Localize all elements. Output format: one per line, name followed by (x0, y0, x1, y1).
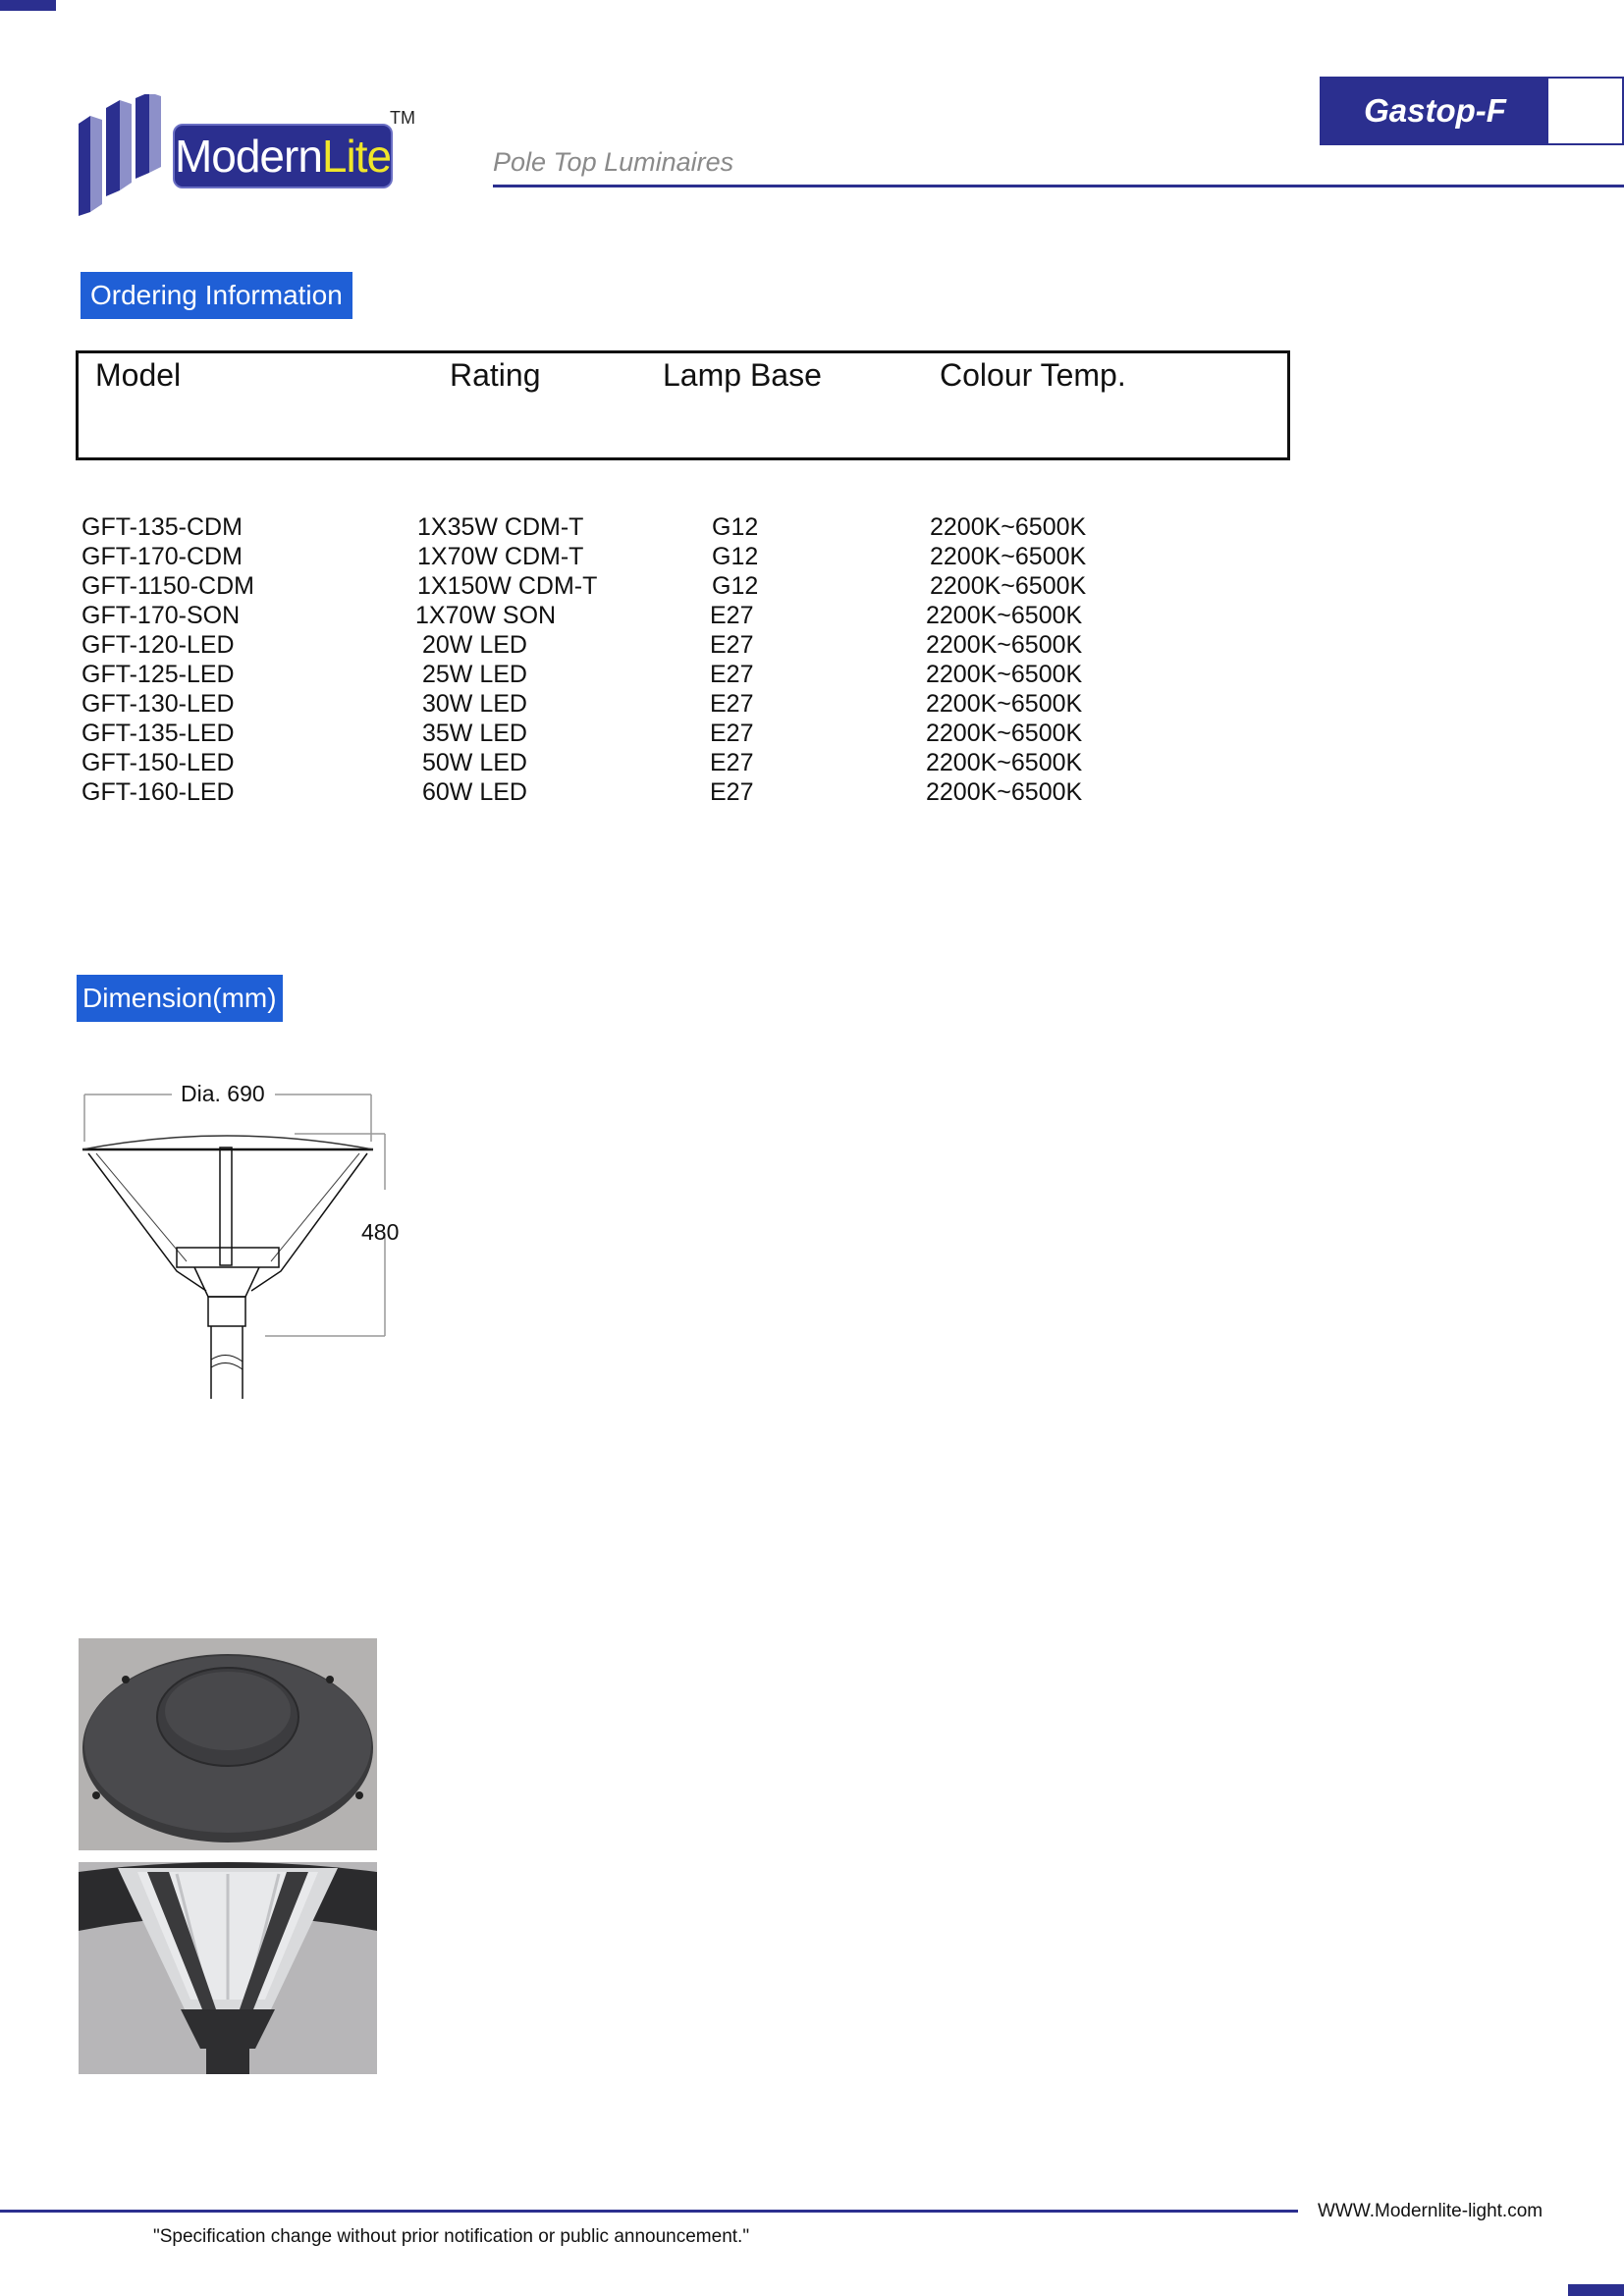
cell-lamp-base: G12 (712, 543, 759, 570)
dimension-section-label: Dimension(mm) (77, 975, 283, 1022)
cell-colour-temp: 2200K~6500K (926, 661, 1083, 688)
cell-model: GFT-135-LED (81, 720, 235, 747)
cell-lamp-base: E27 (710, 690, 754, 718)
product-name: Gastop-F (1322, 79, 1548, 143)
logo-text-modern: Modern (174, 131, 322, 182)
cell-lamp-base: E27 (710, 778, 754, 806)
cell-lamp-base: G12 (712, 572, 759, 600)
cell-lamp-base: E27 (710, 720, 754, 747)
cell-rating: 25W LED (422, 661, 527, 688)
product-photo-top (79, 1638, 377, 1850)
cell-model: GFT-160-LED (81, 778, 235, 806)
cell-rating: 1X35W CDM-T (417, 513, 584, 541)
logo-text-lite: Lite (321, 131, 392, 182)
cell-rating: 50W LED (422, 749, 527, 776)
logo-bars-graphic (77, 94, 185, 217)
cell-model: GFT-150-LED (81, 749, 235, 776)
cell-rating: 20W LED (422, 631, 527, 659)
cell-rating: 35W LED (422, 720, 527, 747)
cell-colour-temp: 2200K~6500K (926, 690, 1083, 718)
logo-wordmark (173, 124, 393, 188)
column-header-model: Model (95, 357, 182, 393)
cell-lamp-base: E27 (710, 602, 754, 629)
cell-model: GFT-170-SON (81, 602, 241, 629)
product-photo-bottom (79, 1862, 377, 2074)
luminaire-underside-image (79, 1862, 377, 2074)
cell-colour-temp: 2200K~6500K (926, 631, 1083, 659)
cell-lamp-base: E27 (710, 749, 754, 776)
cell-lamp-base: E27 (710, 661, 754, 688)
brand-logo (77, 94, 420, 222)
footer-rule (0, 2210, 1298, 2213)
luminaire-top-image (79, 1638, 377, 1850)
cell-model: GFT-130-LED (81, 690, 235, 718)
cell-colour-temp: 2200K~6500K (930, 543, 1087, 570)
cell-model: GFT-1150-CDM (81, 572, 254, 600)
cell-colour-temp: 2200K~6500K (926, 720, 1083, 747)
column-header-rating: Rating (450, 357, 541, 393)
cell-rating: 1X70W SON (415, 602, 557, 629)
cell-rating: 60W LED (422, 778, 527, 806)
cell-colour-temp: 2200K~6500K (926, 778, 1083, 806)
product-tag (1320, 77, 1624, 145)
cell-rating: 30W LED (422, 690, 527, 718)
cell-lamp-base: G12 (712, 513, 759, 541)
cell-colour-temp: 2200K~6500K (930, 513, 1087, 541)
cell-model: GFT-125-LED (81, 661, 235, 688)
website-url: WWW.Modernlite-light.com (1318, 2201, 1543, 2221)
cell-rating: 1X70W CDM-T (417, 543, 584, 570)
page-subtitle: Pole Top Luminaires (493, 147, 734, 177)
column-header-lamp-base: Lamp Base (663, 357, 822, 393)
trademark-mark: TM (390, 108, 415, 128)
corner-accent-bottom (1568, 2284, 1624, 2296)
cell-colour-temp: 2200K~6500K (930, 572, 1087, 600)
cell-lamp-base: E27 (710, 631, 754, 659)
cell-rating: 1X150W CDM-T (417, 572, 598, 600)
ordering-section-label: Ordering Information (81, 272, 352, 319)
dimension-drawing (79, 1075, 412, 1414)
cell-model: GFT-135-CDM (81, 513, 243, 541)
header-rule (493, 185, 1624, 187)
cell-colour-temp: 2200K~6500K (926, 602, 1083, 629)
cell-model: GFT-170-CDM (81, 543, 243, 570)
cell-colour-temp: 2200K~6500K (926, 749, 1083, 776)
column-header-colour-temp: Colour Temp. (940, 357, 1126, 393)
height-label: 480 (361, 1219, 400, 1245)
specification-disclaimer: "Specification change without prior notification or public announcement." (153, 2226, 750, 2247)
diameter-label: Dia. 690 (181, 1081, 265, 1106)
corner-accent-top (0, 0, 56, 11)
cell-model: GFT-120-LED (81, 631, 235, 659)
